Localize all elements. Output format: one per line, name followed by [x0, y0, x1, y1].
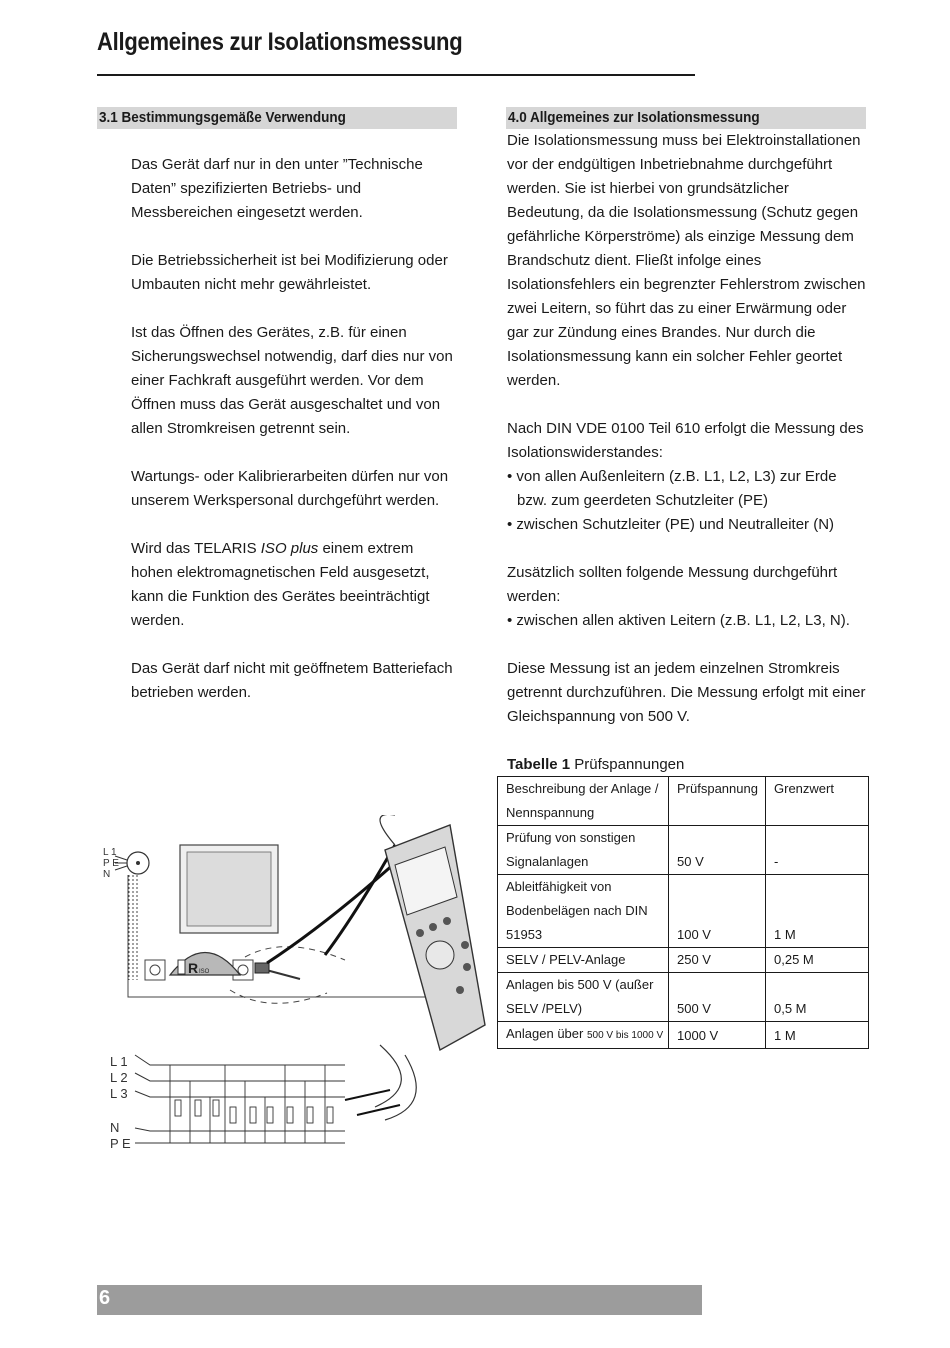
tester-button: [463, 963, 471, 971]
table-caption: Tabelle 1 Prüfspannungen: [507, 756, 685, 773]
conductor-label-l3: L 3: [110, 1086, 128, 1101]
meter-lead: [385, 1055, 416, 1120]
risc-label-sub: ISO: [199, 969, 210, 975]
page-title: Allgemeines zur Isolationsmessung: [97, 28, 463, 56]
tester-button: [443, 917, 451, 925]
socket-label-n: N: [103, 869, 111, 880]
test-cable: [325, 845, 395, 955]
table-row: [498, 1022, 869, 1049]
left-column: [131, 153, 457, 729]
table-cell: Ableitfähigkeit von Bodenbelägen nach DIN 51953: [498, 875, 669, 948]
table-cell: Prüfung von sonstigen Signalanlagen: [498, 826, 669, 875]
probe-handle: [255, 963, 269, 973]
bullet-item: • zwischen Schutzleiter (PE) und Neutralleiter (N): [507, 516, 835, 533]
table-cell: 0,25 M: [766, 948, 869, 973]
table-cell: Anlagen bis 500 V (außer SELV /PELV): [498, 973, 669, 1022]
table-row: [498, 826, 869, 875]
bullet-item: • von allen Außenleitern (z.B. L1, L2, L3) zur Erde bzw. zum geerdeten Schutzleiter (PE): [507, 468, 837, 509]
socket-label-l1: L 1: [103, 847, 117, 858]
table-row: [498, 948, 869, 973]
conductor-label-pe: P E: [110, 1136, 131, 1151]
table-cell: SELV / PELV-Anlage: [498, 948, 669, 973]
table-cell: 0,5 M: [766, 973, 869, 1022]
table-cell: Anlagen über 500 V bis 1000 V: [498, 1022, 669, 1049]
section-heading-3-1: 3.1 Bestimmungsgemäße Verwendung: [97, 107, 457, 129]
footer-bar: [97, 1285, 702, 1315]
test-cable: [380, 815, 395, 845]
meter-lead: [357, 1105, 400, 1115]
table-row: [498, 973, 869, 1022]
paragraph: Wartungs- oder Kalibrierarbeiten dürfen nur von unserem Werkspersonal durchgeführt werden.: [131, 468, 449, 509]
risc-label: R: [188, 960, 199, 976]
bullet-item: • zwischen allen aktiven Leitern (z.B. L1, L2, L3, N).: [507, 612, 850, 629]
rotary-switch: [426, 941, 454, 969]
table-cell: 1 M: [766, 875, 869, 948]
table-cell: 1000 V: [669, 1022, 766, 1049]
product-name: ISO plus: [260, 540, 319, 557]
conductor-label-l1: L 1: [110, 1054, 128, 1069]
tester-button: [456, 986, 464, 994]
wall-wiring: [129, 875, 137, 980]
section-heading-4-0: 4.0 Allgemeines zur Isolationsmessung: [506, 107, 866, 129]
meter-lead: [345, 1090, 390, 1100]
page-number: 6: [99, 1287, 111, 1309]
paragraph: Die Isolationsmessung muss bei Elektroinstallationen vor der endgültigen Inbetriebnahme durchgeführt werden. Sie ist hierbei von grundsätzlicher Bedeutung, da die Isolationsmessung (Schutz gegen gefährliche Körperströme) als einzige Messung dem Brandschutz dient. Fließt infolge eines Isolationsfehlers ein begrenzter Fehlerstrom zwischen zwei Leitern, so führt das zu einer Erwärmung oder gar zur Zündung eines Brandes. Nur durch die Isolationsmessung kann ein solcher Fehler geortet werden.: [507, 132, 866, 389]
paragraph: Ist das Öffnen des Gerätes, z.B. für einen Sicherungswechsel notwendig, darf dies nur von einer Fachkraft ausgeführt werden. Vor dem Öffnen muss das Gerät ausgeschaltet und von allen Stromkreisen getrennt sein.: [131, 324, 453, 437]
table-header-cell: Grenzwert: [766, 777, 869, 826]
socket-label-pe: P E: [103, 858, 119, 869]
conductor-label-n: N: [110, 1120, 120, 1135]
paragraph: Das Gerät darf nur in den unter ”Technische Daten” spezifizierten Betriebs- und Messbereichen eingesetzt werden.: [131, 156, 423, 221]
table-header-cell: Beschreibung der Anlage / Nennspannung: [498, 777, 669, 826]
tester-button: [429, 923, 437, 931]
paragraph: Nach DIN VDE 0100 Teil 610 erfolgt die Messung des Isolationswiderstandes:: [507, 420, 864, 461]
paragraph: Zusätzlich sollten folgende Messung durchgeführt werden:: [507, 564, 838, 605]
wall-socket: [145, 960, 165, 980]
paragraph: Die Betriebssicherheit ist bei Modifizierung oder Umbauten nicht mehr gewährleistet.: [131, 252, 448, 293]
paragraph: Wird das TELARIS ISO plus einem extrem hohen elektromagnetischen Feld ausgesetzt, kann die Funktion des Gerätes beeinträchtigt werden.: [131, 540, 430, 629]
tester-button: [416, 929, 424, 937]
paragraph: Das Gerät darf nicht mit geöffnetem Batteriefach betrieben werden.: [131, 660, 453, 701]
table-cell: 100 V: [669, 875, 766, 948]
table-cell: 50 V: [669, 826, 766, 875]
socket-pin: [136, 861, 140, 865]
meter-lead: [375, 1045, 401, 1107]
table-cell: 250 V: [669, 948, 766, 973]
table-cell: -: [766, 826, 869, 875]
tester-button: [461, 941, 469, 949]
conductor-label-l2: L 2: [110, 1070, 128, 1085]
table-cell: 500 V: [669, 973, 766, 1022]
right-column: [507, 129, 867, 753]
table-cell: 1 M: [766, 1022, 869, 1049]
conductor-lines: [135, 1055, 345, 1143]
test-voltage-table: [497, 776, 869, 1049]
table-header-row: [498, 777, 869, 826]
table-row: [498, 875, 869, 948]
title-rule: [97, 74, 695, 76]
table-header-cell: Prüfspannung: [669, 777, 766, 826]
picture-inner: [187, 852, 271, 926]
paragraph: Diese Messung ist an jedem einzelnen Stromkreis getrennt durchzuführen. Die Messung erfolgt mit einer Gleichspannung von 500 V.: [507, 660, 866, 725]
risc-device-window: [178, 960, 185, 974]
measurement-illustration: [95, 815, 490, 1160]
